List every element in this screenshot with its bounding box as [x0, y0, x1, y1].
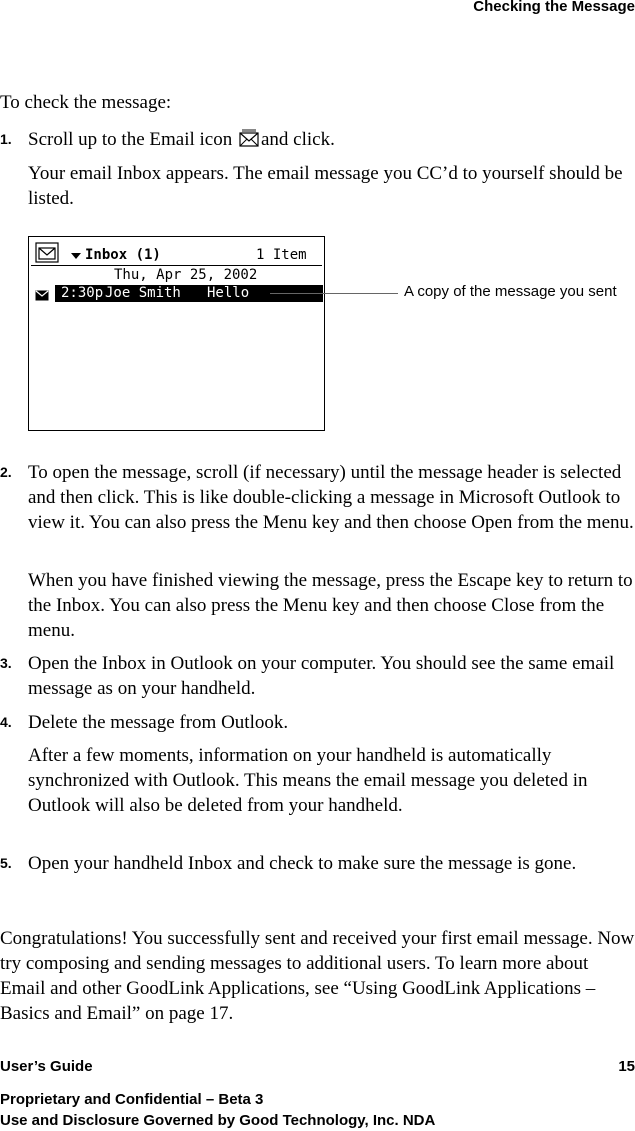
step-1 — [0, 127, 635, 154]
footer-confidential: Proprietary and Confidential – Beta 3 — [0, 1091, 264, 1108]
footer-guide: User’s Guide — [0, 1058, 93, 1075]
device-toolbar — [31, 241, 322, 263]
step-2 — [0, 460, 635, 535]
step-number: 4. — [0, 714, 12, 730]
caret-down-icon[interactable] — [71, 253, 81, 259]
intro-text: To check the message: — [0, 92, 172, 113]
toolbar-divider — [31, 265, 322, 266]
step-number: 2. — [0, 464, 12, 480]
date-header: Thu, Apr 25, 2002 — [114, 267, 258, 283]
step-text: Delete the message from Outlook. — [28, 712, 289, 733]
item-count: 1 Item — [256, 247, 307, 263]
step-4 — [0, 710, 635, 735]
device-screen — [28, 236, 325, 431]
message-subject: Hello — [207, 285, 250, 301]
page-header-title: Checking the Message — [473, 0, 635, 15]
callout-line — [270, 293, 398, 294]
inbox-label[interactable]: Inbox (1) — [85, 247, 161, 263]
footer-page-number: 15 — [618, 1058, 635, 1075]
step-number: 5. — [0, 855, 12, 871]
step-3 — [0, 651, 635, 701]
step-1-sub: Your email Inbox appears. The email message you CC’d to yourself should be listed. — [28, 163, 623, 209]
callout-text: A copy of the message you sent — [404, 283, 617, 300]
footer-nda: Use and Disclosure Governed by Good Technology, Inc. NDA — [0, 1112, 436, 1129]
step-text: Open your handheld Inbox and check to make sure the message is gone. — [28, 853, 577, 874]
step-number: 1. — [0, 131, 12, 147]
step-text: Open the Inbox in Outlook on your computer. You should see the same email message as on your handheld. — [28, 653, 615, 699]
envelope-icon — [35, 288, 49, 306]
step-text — [28, 127, 635, 154]
step-4-sub: After a few moments, information on your handheld is automatically synchronized with Outlook. This means the email message you deleted in Outlook will also be deleted from your handheld. — [28, 745, 588, 816]
step-number: 3. — [0, 655, 12, 671]
step-text-part: and click. — [260, 129, 335, 150]
message-sender: Joe Smith — [105, 285, 181, 301]
step-5 — [0, 851, 635, 876]
step-text: To open the message, scroll (if necessary) until the message header is selected and then click. This is like double-clicking a message in Microsoft Outlook to view it. You can also press the Menu key and then choose Open from the menu. — [28, 462, 634, 533]
step-text-part: Scroll up to the Email icon — [28, 129, 233, 150]
email-icon — [239, 129, 259, 154]
message-time: 2:30p — [61, 285, 104, 301]
step-2-sub: When you have finished viewing the message, press the Escape key to return to the Inbox. You can also press the Menu key and then choose Close from the menu. — [28, 570, 633, 641]
closing-paragraph: Congratulations! You successfully sent and received your first email message. Now try composing and sending messages to additional users. To learn more about Email and other GoodLink Applications, see “Using GoodLink Applications – Basics and Email” on page 17. — [0, 928, 635, 1024]
